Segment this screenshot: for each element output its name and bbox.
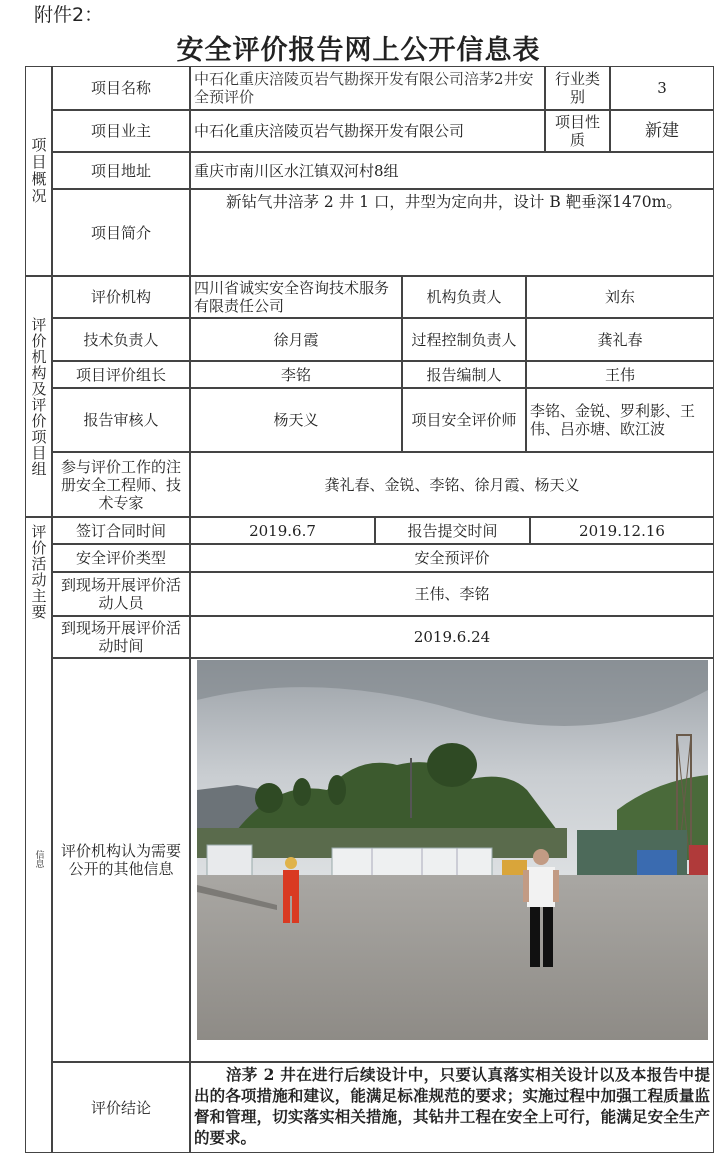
reviewer-value: 杨天义 — [190, 388, 402, 452]
owner-label: 项目业主 — [52, 110, 190, 152]
process-value: 龚礼春 — [526, 318, 714, 361]
industry-label: 行业类别 — [545, 66, 610, 110]
submit-label: 报告提交时间 — [375, 517, 530, 544]
project-name-label: 项目名称 — [52, 66, 190, 110]
time-label: 到现场开展评价活动时间 — [52, 616, 190, 658]
type-label: 安全评价类型 — [52, 544, 190, 572]
leader-label: 项目评价组长 — [52, 361, 190, 388]
tech-value: 徐月霞 — [190, 318, 402, 361]
page-title: 安全评价报告网上公开信息表 — [176, 35, 541, 66]
time-value: 2019.6.24 — [190, 616, 714, 658]
nature-label: 项目性质 — [545, 110, 610, 152]
reviewer-label: 报告审核人 — [52, 388, 190, 452]
experts-value: 龚礼春、金锐、李铭、徐月霞、杨天义 — [190, 452, 714, 517]
section-agency: 评价机构及评价项目组 — [25, 276, 52, 517]
submit-value: 2019.12.16 — [530, 517, 714, 544]
tech-label: 技术负责人 — [52, 318, 190, 361]
intro-label: 项目简介 — [52, 189, 190, 276]
section-activity: 评价活动主要 信息 — [25, 517, 52, 1153]
experts-label: 参与评价工作的注册安全工程师、技术专家 — [52, 452, 190, 517]
contract-label: 签订合同时间 — [52, 517, 190, 544]
other-info-label: 评价机构认为需要公开的其他信息 — [52, 658, 190, 1062]
owner-value: 中石化重庆涪陵页岩气勘探开发有限公司 — [190, 110, 545, 152]
address-value: 重庆市南川区水江镇双河村8组 — [190, 152, 714, 189]
assessor-value: 李铭、金锐、罗利影、王伟、吕亦塘、欧江波 — [526, 388, 714, 452]
attachment-label: 附件2： — [34, 4, 104, 26]
writer-value: 王伟 — [526, 361, 714, 388]
writer-label: 报告编制人 — [402, 361, 526, 388]
intro-value: 新钻气井涪茅 2 井 1 口，井型为定向井，设计 B 靶垂深1470m。 — [190, 189, 714, 276]
site-photo — [197, 660, 708, 1040]
address-label: 项目地址 — [52, 152, 190, 189]
type-value: 安全预评价 — [190, 544, 714, 572]
leader-value: 李铭 — [190, 361, 402, 388]
project-name-value: 中石化重庆涪陵页岩气勘探开发有限公司涪茅2井安全预评价 — [190, 66, 545, 110]
staff-label: 到现场开展评价活动人员 — [52, 572, 190, 616]
org-head-value: 刘东 — [526, 276, 714, 318]
assessor-label: 项目安全评价师 — [402, 388, 526, 452]
conclusion-label: 评价结论 — [52, 1062, 190, 1153]
org-head-label: 机构负责人 — [402, 276, 526, 318]
industry-value: 3 — [610, 66, 714, 110]
org-value: 四川省诚实安全咨询技术服务有限责任公司 — [190, 276, 402, 318]
staff-value: 王伟、李铭 — [190, 572, 714, 616]
section-overview: 项目概况 — [25, 66, 52, 276]
contract-value: 2019.6.7 — [190, 517, 375, 544]
nature-value: 新建 — [610, 110, 714, 152]
process-label: 过程控制负责人 — [402, 318, 526, 361]
conclusion-value: 涪茅 2 井在进行后续设计中，只要认真落实相关设计以及本报告中提出的各项措施和建议，能满足标准规范的要求；实施过程中加强工程质量监督和管理，切实落实相关措施，其钻井工程在安全上可行，能满足安全生产的要求。 — [190, 1062, 714, 1153]
org-label: 评价机构 — [52, 276, 190, 318]
